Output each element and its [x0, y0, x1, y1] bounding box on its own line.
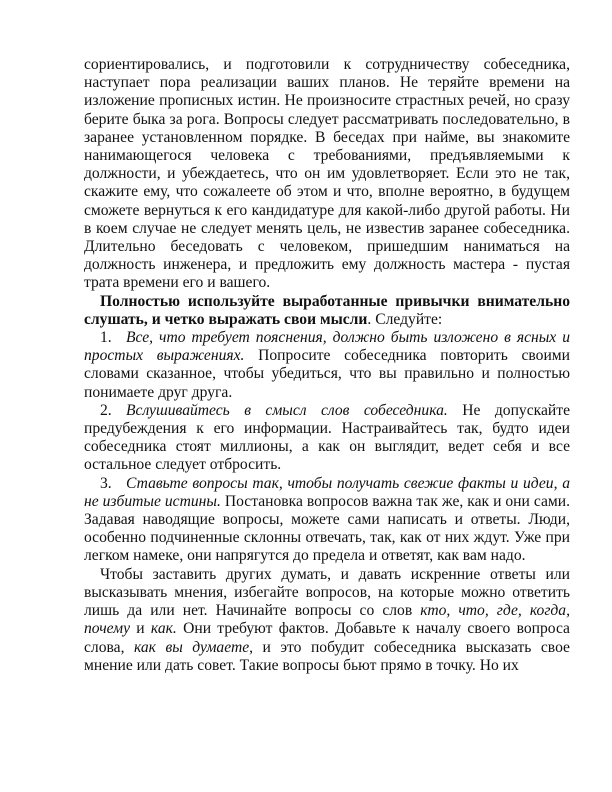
text-run: , и это побудит собеседника высказать свое мнение или дать совет. Такие вопросы бьют прямо в точку. Но их — [84, 638, 570, 674]
paragraph-2-rest: . Следуйте: — [367, 310, 443, 328]
list-number: 3. — [100, 474, 112, 492]
list-item-emphasis: Ставьте вопросы так, чтобы получать свежие факты и идеи, а не избитые истины. — [84, 474, 570, 510]
list-item-emphasis: Все, что требует пояснения, должно быть изложено в ясных и простых выражениях. — [84, 329, 570, 365]
paragraph-1: сориентировались, и подготовили к сотрудничеству собеседника, наступает пора реализации ваших планов. Не теряйте времени на изложение прописных истин. Не произносите страстных речей, но сразу берите быка за рога. Вопросы следует рассматривать последовательно, в заранее установленном порядке. В беседах при найме, вы знакомите нанимающегося человека с требованиями, предъявляемыми к должности, и убеждаетесь, что он им удовлетворяет. Если это не так, скажите ему, что сожалеете об этом и что, вполне вероятно, в будущем сможете вернуться к его кандидатуре для какой-либо другой работы. Ни в коем случае не следует менять цель, не известив заранее собеседника. Длительно беседовать с человеком, пришедшим наниматься на должность инженера, и предложить ему должность мастера - пустая трата времени его и вашего. — [84, 56, 570, 292]
list-item-text: Попросите собеседника повторить своими словами сказанное, чтобы убедиться, что вы правильно и полностью понимаете друг друга. — [84, 347, 571, 401]
list-item-emphasis: Вслушивайтесь в смысл слов собеседника. — [126, 401, 448, 419]
list-item-1 — [84, 329, 570, 402]
text-run: Они требуют фактов. Добавьте к началу своего вопроса слова, — [84, 620, 570, 656]
text-run: и — [130, 620, 151, 638]
paragraph-2-bold: Полностью используйте выработанные привычки внимательно слушать, и четко выражать свои мысли — [84, 292, 570, 328]
list-item-2 — [84, 402, 570, 475]
list-item-3 — [84, 475, 570, 566]
document-page — [84, 56, 570, 675]
list-number: 1. — [100, 329, 112, 347]
list-item-text: Постановка вопросов важна так же, как и они сами. Задавая наводящие вопросы, можете сами написать и ответы. Люди, особенно подчиненные склонны отвечать, так, как от них ждут. Уже при легком намеке, они напрягутся до предела и ответят, как вам надо. — [84, 492, 570, 565]
text-run: Чтобы заставить других думать, и давать искренние ответы или высказывать мнения, избегайте вопросов, на которые можно ответить лишь да или нет. Начинайте вопросы со слов — [84, 565, 570, 620]
list-number: 2. — [100, 401, 112, 419]
text-run-italic: кто, что, где, когда, почему — [84, 602, 570, 638]
text-run-italic: как вы думаете — [133, 638, 250, 656]
text-run-italic: как. — [150, 620, 177, 638]
paragraph-last — [84, 566, 570, 675]
paragraph-2 — [84, 293, 570, 329]
list-item-text: Не допускайте предубеждения к его информации. Настраивайтесь так, будто идеи собеседника стоят миллионы, а как он выглядит, ведет себя и все остальное следует отбросить. — [84, 401, 570, 474]
